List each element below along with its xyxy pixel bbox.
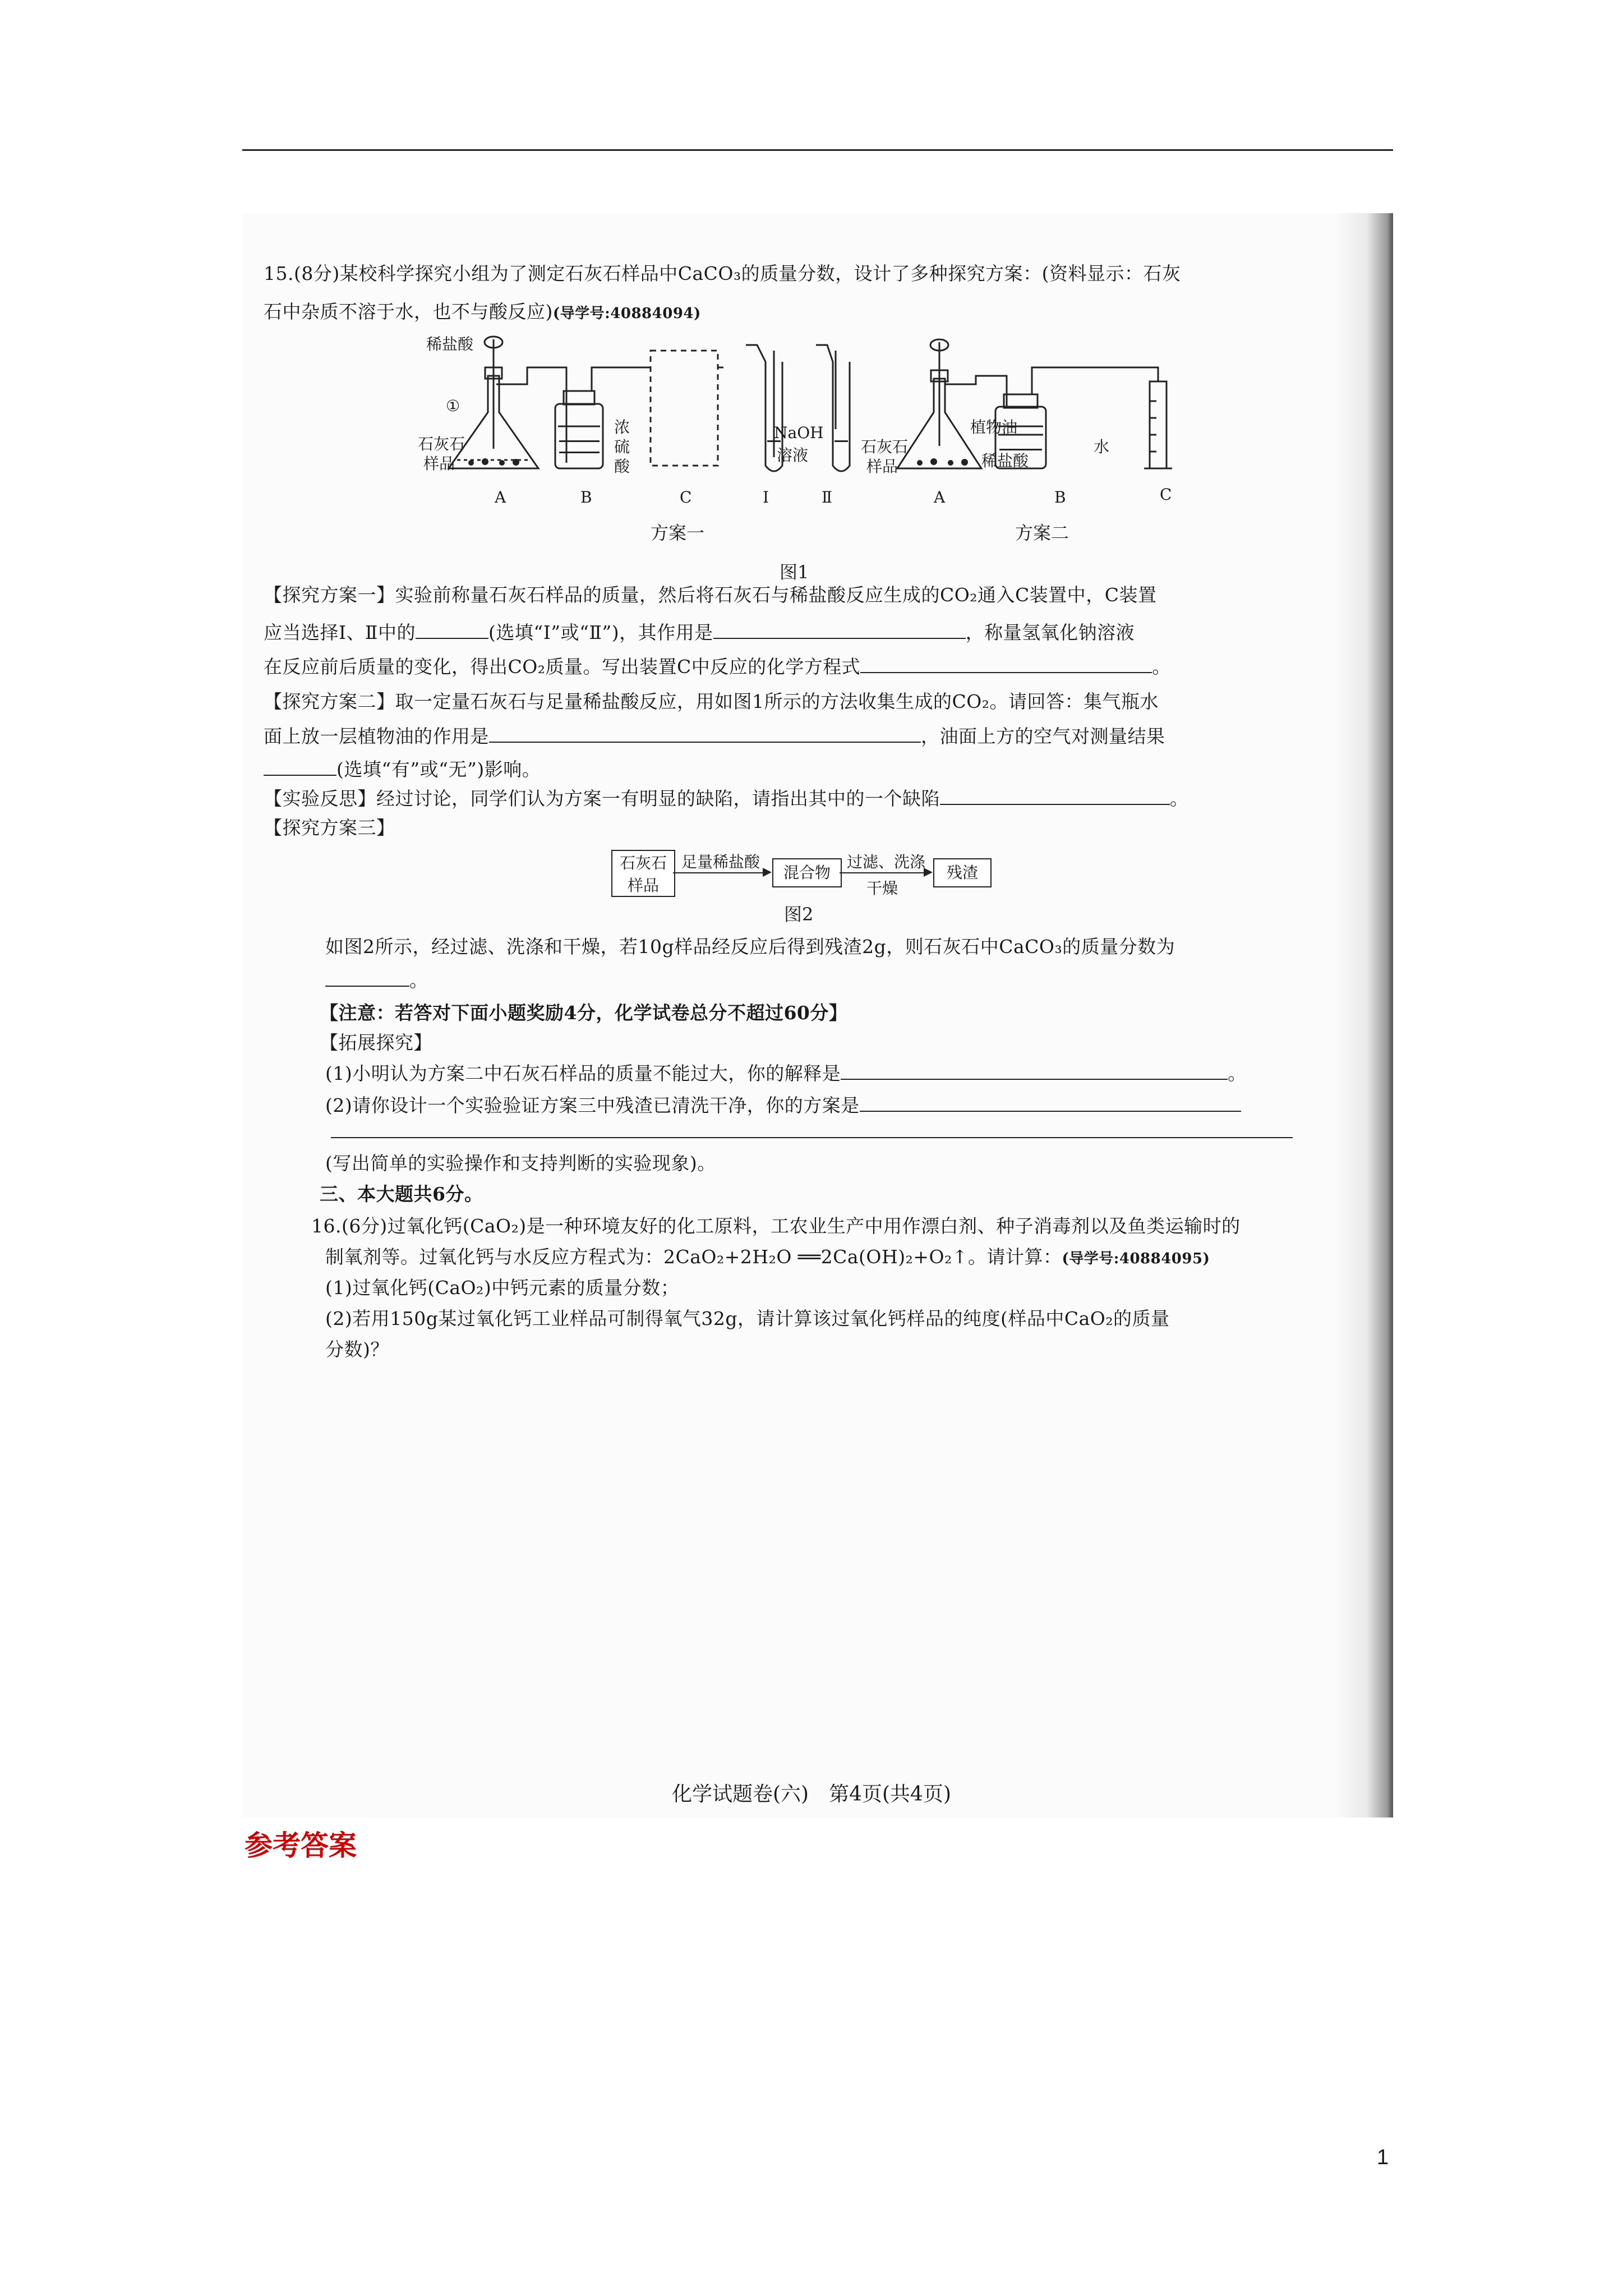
fig1-caption-scheme2: 方案二 (1015, 522, 1069, 544)
q16-line2: 制氧剂等。过氧化钙与水反应方程式为：2CaO₂+2H₂O ══2Ca(OH)₂+O₂↑。请计算：(导学号:40884095) (325, 1246, 1210, 1268)
plan1-line2: 应当选择Ⅰ、Ⅱ中的 (选填“Ⅰ”或“Ⅱ”)，其作用是 ，称量氢氧化钠溶液 (264, 622, 1135, 643)
reflection-line: 【实验反思】经过讨论，同学们认为方案一有明显的缺陷，请指出其中的一个缺陷 。 (264, 788, 1189, 809)
answer-section-title: 参考答案 (245, 1829, 357, 1862)
bonus-heading: 【拓展探究】 (320, 1032, 432, 1053)
q15-guide-number: (导学号:40884094) (552, 305, 701, 322)
q16-line1: 16.(6分)过氧化钙(CaO₂)是一种环境友好的化工原料，工农业生产中用作漂白剂、种子消毒剂以及鱼类运输时的 (311, 1215, 1241, 1237)
fig1-label-a2: A (934, 488, 946, 507)
figure1-apparatus (404, 328, 1200, 502)
q16-guide-number: (导学号:40884095) (1062, 1250, 1210, 1267)
q15-intro-line1: 15.(8分)某校科学探究小组为了测定石灰石样品中CaCO₃的质量分数，设计了多种探究方案：(资料显示：石灰 (264, 263, 1181, 284)
q16-part2: (2)若用150g某过氧化钙工业样品可制得氧气32g，请计算该过氧化钙样品的纯度(样品中CaO₂的质量 (325, 1308, 1170, 1329)
blank-bonus-2-continued[interactable] (331, 1137, 1293, 1138)
blank-plan3-fraction[interactable] (325, 969, 409, 987)
plan2-line3: (选填“有”或“无”)影响。 (264, 755, 541, 784)
q16-part1: (1)过氧化钙(CaO₂)中钙元素的质量分数； (325, 1277, 680, 1299)
fig1-label-conc-3: 酸 (614, 457, 630, 476)
flow-arrow-1-label: 足量稀盐酸 (681, 853, 760, 871)
fig2-title: 图2 (784, 904, 814, 925)
fig1-label-naoh-2: 溶液 (777, 446, 809, 464)
fig1-label-c1: C (680, 488, 692, 507)
fig1-label-sample-2: 样品 (423, 454, 455, 473)
fig1-label-oil-text: 植物油 (970, 418, 1018, 436)
flow-box-sample: 石灰石 样品 (611, 850, 675, 897)
fig1-label-b2: B (1054, 488, 1066, 507)
fig1-label-tube-2: Ⅱ (822, 488, 833, 507)
flow-box-residue: 残渣 (933, 858, 992, 887)
plan3-answer-line: 。 (325, 966, 428, 995)
blank-bonus-2[interactable] (860, 1094, 1241, 1112)
page-number: 1 (1377, 2146, 1389, 2169)
fig1-label-sample2-1: 石灰石 (861, 438, 909, 456)
flow-arrow-1 (673, 872, 763, 873)
blank-plan1-choice[interactable] (416, 621, 488, 639)
blank-bonus-1[interactable] (841, 1062, 1228, 1080)
plan1-line3: 在反应前后质量的变化，得出CO₂质量。写出装置C中反应的化学方程式 。 (264, 656, 1171, 678)
bonus-question-2: (2)请你设计一个实验验证方案三中残渣已清洗干净，你的方案是 (325, 1091, 1241, 1120)
page-footer: 化学试题卷(六) 第4页(共4页) (672, 1783, 951, 1806)
fig1-title: 图1 (780, 562, 809, 583)
fig1-label-conc-2: 硫 (614, 438, 630, 456)
fig1-caption-scheme1: 方案一 (651, 522, 705, 544)
fig1-label-water: 水 (1094, 438, 1110, 456)
flow-arrow-2-label-top: 过滤、洗涤 (847, 853, 926, 871)
header-rule (242, 149, 1393, 151)
plan1-line1: 【探究方案一】实验前称量石灰石样品的质量，然后将石灰石与稀盐酸反应生成的CO₂通入C装置中，C装置 (264, 584, 1157, 606)
blank-plan2-effect[interactable] (264, 758, 336, 776)
bonus-note: 【注意：若答对下面小题奖励4分，化学试卷总分不超过60分】 (320, 1002, 848, 1024)
plan2-line2: 面上放一层植物油的作用是 ，油面上方的空气对测量结果 (264, 725, 1165, 747)
fig1-label-a1: A (495, 488, 506, 507)
flow-arrow-2-label-bottom: 干燥 (866, 879, 898, 898)
bonus-question-1: (1)小明认为方案二中石灰石样品的质量不能过大，你的解释是 。 (325, 1062, 1247, 1084)
plan2-line1: 【探究方案二】取一定量石灰石与足量稀盐酸反应，用如图1所示的方法收集生成的CO₂。请回答：集气瓶水 (264, 691, 1159, 712)
section3-heading: 三、本大题共6分。 (320, 1183, 483, 1205)
flow-arrow-2 (840, 872, 924, 873)
fig1-label-tube-1: Ⅰ (763, 488, 769, 507)
fig1-label-sample-1: 石灰石 (418, 435, 465, 453)
blank-plan2-oil[interactable] (489, 725, 921, 743)
plan3-question: 如图2所示，经过滤、洗涤和干燥，若10g样品经反应后得到残渣2g，则石灰石中CaCO₃的质量分数为 (325, 936, 1175, 958)
fig1-label-sample2-2: 样品 (866, 457, 898, 476)
blank-plan1-equation[interactable] (860, 655, 1152, 673)
flow-arrow-1-head (763, 868, 772, 877)
fig1-label-b1: B (580, 488, 592, 507)
fig1-label-naoh-1: NaOH (774, 424, 824, 442)
q15-intro-line2: 石中杂质不溶于水，也不与酸反应)(导学号:40884094) (264, 301, 701, 323)
fig1-label-conc-1: 浓 (614, 418, 630, 436)
fig1-label-marker: ① (446, 397, 460, 415)
fig1-label-c2: C (1160, 485, 1172, 504)
fig1-label-acid-2: 稀盐酸 (981, 452, 1029, 470)
flow-box-mixture: 混合物 (772, 858, 842, 887)
q16-part2-continued: 分数)？ (325, 1338, 389, 1360)
plan3-heading: 【探究方案三】 (264, 817, 395, 839)
fig1-label-acid: 稀盐酸 (426, 335, 474, 353)
bonus-hint: (写出简单的实验操作和支持判断的实验现象)。 (325, 1152, 716, 1174)
scan-shadow-edge (1335, 213, 1393, 1818)
blank-plan1-purpose[interactable] (713, 621, 966, 639)
blank-reflection[interactable] (940, 787, 1170, 805)
